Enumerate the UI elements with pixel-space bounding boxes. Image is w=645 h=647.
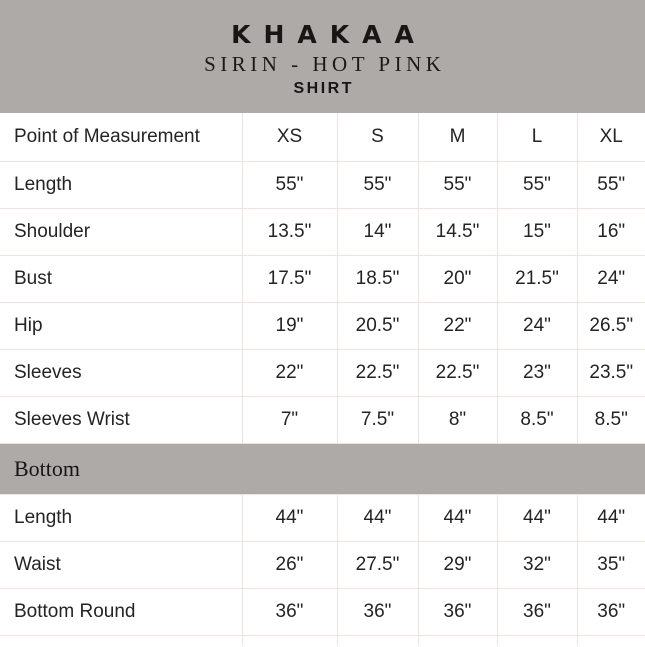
size-value-cell: 55" — [497, 161, 577, 208]
size-value-cell: 17.5" — [242, 255, 337, 302]
size-value-cell: 13.5" — [242, 208, 337, 255]
size-value-cell: 24" — [497, 302, 577, 349]
column-header-s: S — [337, 113, 418, 161]
size-value-cell: 23" — [497, 349, 577, 396]
measurement-label: Hip — [0, 302, 242, 349]
size-value-cell: 36" — [497, 588, 577, 635]
size-value-cell: 8.5" — [577, 396, 645, 443]
size-value-cell: 44" — [418, 494, 497, 541]
table-header-row — [0, 113, 645, 161]
size-value-cell: 55" — [577, 161, 645, 208]
size-value-cell: 44" — [337, 494, 418, 541]
measurement-row-bottom-round — [0, 588, 645, 635]
measurement-label: Sleeves Wrist — [0, 396, 242, 443]
bottom-section-title: Bottom — [0, 443, 645, 494]
clipped-next-row — [0, 635, 645, 646]
size-value-cell: 22.5" — [337, 349, 418, 396]
measurement-row-sleeves — [0, 349, 645, 396]
size-value-cell: 7" — [242, 396, 337, 443]
size-value-cell: 18.5" — [337, 255, 418, 302]
bottom-section-header — [0, 443, 645, 494]
column-header-l: L — [497, 113, 577, 161]
measurement-label: Bust — [0, 255, 242, 302]
measurement-label: Length — [0, 161, 242, 208]
measurement-label: Waist — [0, 541, 242, 588]
size-value-cell: 8" — [418, 396, 497, 443]
size-value-cell: 44" — [242, 494, 337, 541]
product-title: SIRIN - HOT PINK — [204, 51, 446, 76]
size-value-cell: 36" — [242, 588, 337, 635]
size-value-cell: 44" — [497, 494, 577, 541]
measurement-label: Length — [0, 494, 242, 541]
measurement-label: Shoulder — [0, 208, 242, 255]
size-value-cell: 21.5" — [497, 255, 577, 302]
size-value-cell: 26.5" — [577, 302, 645, 349]
measurement-label: Bottom Round — [0, 588, 242, 635]
column-header-xl: XL — [577, 113, 645, 161]
size-value-cell: 35" — [577, 541, 645, 588]
size-value-cell: 36" — [337, 588, 418, 635]
size-value-cell: 8.5" — [497, 396, 577, 443]
size-value-cell: 36" — [577, 588, 645, 635]
size-value-cell: 24" — [577, 255, 645, 302]
measurement-row-bust — [0, 255, 645, 302]
brand-header — [0, 0, 645, 113]
size-value-cell: 29" — [418, 541, 497, 588]
column-header-measurement: Point of Measurement — [0, 113, 242, 161]
size-value-cell: 55" — [337, 161, 418, 208]
size-value-cell: 19" — [242, 302, 337, 349]
measurement-row-hip — [0, 302, 645, 349]
size-value-cell: 22" — [242, 349, 337, 396]
measurement-row-bottom-length — [0, 494, 645, 541]
size-value-cell: 22.5" — [418, 349, 497, 396]
column-header-xs: XS — [242, 113, 337, 161]
measurement-row-length — [0, 161, 645, 208]
measurement-label: Sleeves — [0, 349, 242, 396]
measurement-row-waist — [0, 541, 645, 588]
size-value-cell: 7.5" — [337, 396, 418, 443]
size-value-cell: 26" — [242, 541, 337, 588]
size-value-cell: 55" — [418, 161, 497, 208]
size-value-cell: 20.5" — [337, 302, 418, 349]
size-value-cell: 44" — [577, 494, 645, 541]
size-value-cell: 14" — [337, 208, 418, 255]
column-header-m: M — [418, 113, 497, 161]
size-value-cell: 32" — [497, 541, 577, 588]
size-value-cell: 16" — [577, 208, 645, 255]
size-value-cell: 15" — [497, 208, 577, 255]
size-value-cell: 27.5" — [337, 541, 418, 588]
size-chart-table — [0, 113, 645, 646]
size-value-cell: 55" — [242, 161, 337, 208]
brand-logo: KHAKAA — [231, 19, 427, 49]
size-value-cell: 22" — [418, 302, 497, 349]
measurement-row-sleeves-wrist — [0, 396, 645, 443]
size-value-cell: 23.5" — [577, 349, 645, 396]
size-value-cell: 36" — [418, 588, 497, 635]
size-value-cell: 20" — [418, 255, 497, 302]
garment-type-label: SHIRT — [293, 79, 354, 97]
size-value-cell: 14.5" — [418, 208, 497, 255]
measurement-row-shoulder — [0, 208, 645, 255]
